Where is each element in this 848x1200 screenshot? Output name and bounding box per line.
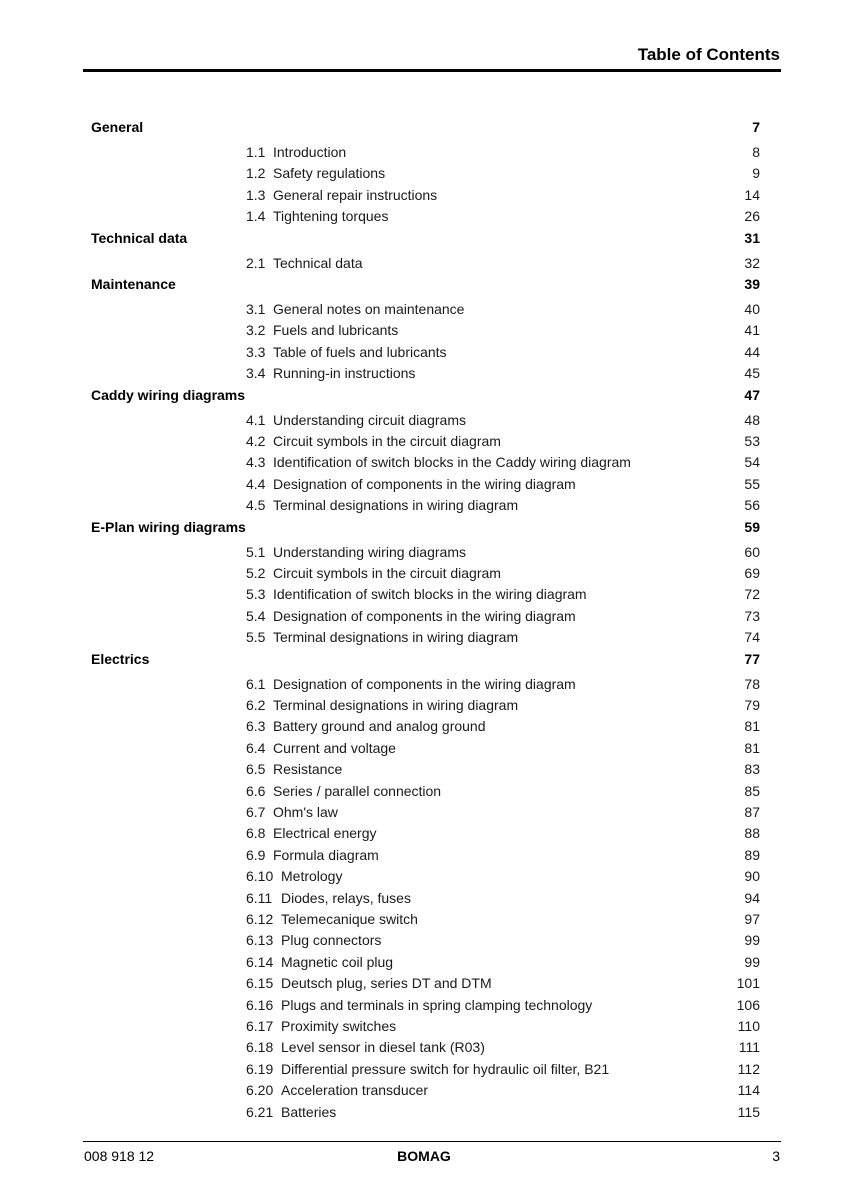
entry-page-number[interactable]: 111: [738, 1039, 760, 1056]
entry-title[interactable]: General repair instructions: [273, 186, 438, 203]
entry-number: 6.21: [246, 1103, 274, 1120]
entry-page-number[interactable]: 40: [744, 301, 760, 317]
entry-number: 6.11: [246, 889, 273, 906]
entry-number: 6.3: [246, 718, 266, 735]
entry-page-number[interactable]: 115: [737, 1103, 760, 1120]
entry-page-number[interactable]: 87: [744, 804, 760, 820]
section-title[interactable]: Caddy wiring diagrams: [91, 386, 246, 403]
entry-title[interactable]: Ohm's law: [273, 804, 338, 820]
entry-page-number[interactable]: 74: [744, 629, 760, 646]
entry-title[interactable]: Battery ground and analog ground: [273, 718, 486, 735]
entry-number: 3.4: [246, 365, 266, 382]
entry-page-number[interactable]: 114: [737, 1082, 760, 1099]
section-title[interactable]: Electrics: [91, 650, 150, 667]
entry-title[interactable]: Identification of switch blocks in the wiring diagram: [273, 586, 587, 603]
entry-number: 3.2: [246, 322, 266, 339]
section-page-number[interactable]: 77: [744, 650, 760, 667]
entry-number: 6.18: [246, 1039, 274, 1056]
entry-title[interactable]: Designation of components in the wiring diagram: [273, 607, 576, 624]
entry-number: 6.8: [246, 825, 266, 842]
entry-page-number[interactable]: 69: [744, 565, 760, 581]
entry-number: 6.15: [246, 975, 274, 992]
footer-divider: [83, 1141, 781, 1142]
entry-number: 3.1: [246, 301, 266, 317]
entry-page-number[interactable]: 89: [744, 846, 760, 863]
entry-title[interactable]: Series / parallel connection: [273, 782, 442, 799]
entry-page-number[interactable]: 9: [752, 165, 760, 182]
entry-page-number[interactable]: 99: [744, 932, 760, 949]
page-number: 3: [772, 1148, 780, 1164]
entry-page-number[interactable]: 81: [744, 739, 760, 756]
entry-number: 5.2: [246, 565, 266, 581]
section-title[interactable]: General: [91, 119, 144, 135]
entry-title[interactable]: Understanding circuit diagrams: [273, 411, 466, 428]
entry-title[interactable]: Plug connectors: [281, 932, 382, 949]
section-title[interactable]: E-Plan wiring diagrams: [91, 518, 246, 535]
section-title[interactable]: Maintenance: [91, 276, 176, 292]
entry-page-number[interactable]: 99: [744, 953, 760, 970]
entry-page-number[interactable]: 78: [744, 675, 760, 692]
entry-number: 4.5: [246, 497, 266, 514]
entry-page-number[interactable]: 72: [744, 586, 760, 603]
entry-number: 6.16: [246, 996, 274, 1013]
entry-title[interactable]: Introduction: [273, 144, 347, 160]
entry-title[interactable]: Fuels and lubricants: [273, 322, 399, 339]
entry-number: 4.3: [246, 454, 266, 471]
entry-title[interactable]: Running-in instructions: [273, 365, 416, 382]
entry-page-number[interactable]: 26: [744, 208, 760, 225]
entry-number: 6.17: [246, 1018, 274, 1034]
page-title: Table of Contents: [637, 45, 780, 64]
document-number: 008 918 12: [84, 1148, 155, 1164]
entry-number: 6.12: [246, 911, 274, 927]
entry-title[interactable]: Level sensor in diesel tank (R03): [281, 1039, 485, 1056]
entry-title[interactable]: Current and voltage: [273, 739, 396, 756]
section-page-number[interactable]: 39: [744, 276, 760, 292]
entry-title[interactable]: Acceleration transducer: [281, 1082, 429, 1099]
entry-number: 4.4: [246, 475, 266, 492]
entry-number: 6.19: [246, 1060, 274, 1077]
brand-name: BOMAG: [397, 1148, 451, 1164]
entry-number: 5.3: [246, 586, 266, 603]
entry-title[interactable]: Circuit symbols in the circuit diagram: [273, 565, 501, 581]
entry-title[interactable]: Technical data: [273, 254, 363, 271]
entry-title[interactable]: Electrical energy: [273, 825, 377, 842]
entry-title[interactable]: Understanding wiring diagrams: [273, 543, 466, 560]
entry-title[interactable]: Terminal designations in wiring diagram: [273, 497, 519, 514]
entry-page-number[interactable]: 44: [744, 343, 760, 360]
entry-title[interactable]: Deutsch plug, series DT and DTM: [281, 975, 492, 992]
entry-number: 6.20: [246, 1082, 274, 1099]
entry-title[interactable]: Metrology: [281, 868, 343, 885]
entry-title[interactable]: Formula diagram: [273, 846, 379, 863]
entry-page-number[interactable]: 73: [744, 607, 760, 624]
entry-number: 6.7: [246, 804, 266, 820]
entry-page-number[interactable]: 110: [737, 1018, 760, 1034]
entry-title[interactable]: Batteries: [281, 1103, 337, 1120]
section-page-number[interactable]: 59: [744, 518, 760, 535]
entry-page-number[interactable]: 56: [744, 497, 760, 514]
entry-number: 5.5: [246, 629, 266, 646]
entry-title[interactable]: Telemecanique switch: [281, 911, 418, 927]
entry-number: 6.10: [246, 868, 274, 885]
entry-number: 6.13: [246, 932, 274, 949]
entry-page-number[interactable]: 101: [736, 975, 760, 992]
entry-page-number[interactable]: 8: [752, 144, 760, 160]
entry-page-number[interactable]: 94: [744, 889, 760, 906]
entry-title[interactable]: Resistance: [273, 761, 343, 778]
entry-page-number[interactable]: 83: [744, 761, 760, 778]
entry-page-number[interactable]: 81: [744, 718, 760, 735]
entry-number: 1.1: [246, 144, 266, 160]
entry-number: 3.3: [246, 343, 266, 360]
entry-page-number[interactable]: 45: [744, 365, 760, 382]
entry-page-number[interactable]: 88: [744, 825, 760, 842]
entry-number: 5.4: [246, 607, 266, 624]
entry-title[interactable]: Identification of switch blocks in the Caddy wiring diagram: [273, 454, 631, 471]
entry-number: 4.2: [246, 433, 266, 449]
entry-page-number[interactable]: 97: [744, 911, 760, 927]
entry-page-number[interactable]: 14: [744, 186, 760, 203]
entry-title[interactable]: Safety regulations: [273, 165, 386, 182]
entry-number: 6.5: [246, 761, 266, 778]
entry-page-number[interactable]: 53: [744, 433, 760, 449]
entry-page-number[interactable]: 32: [744, 254, 760, 271]
entry-title[interactable]: Plugs and terminals in spring clamping technology: [281, 996, 593, 1013]
entry-page-number[interactable]: 85: [744, 782, 760, 799]
entry-title[interactable]: Proximity switches: [281, 1018, 397, 1034]
entry-number: 6.6: [246, 782, 266, 799]
entry-number: 1.4: [246, 208, 266, 225]
entry-title[interactable]: Designation of components in the wiring diagram: [273, 675, 576, 692]
entry-title[interactable]: Terminal designations in wiring diagram: [273, 629, 519, 646]
entry-page-number[interactable]: 54: [744, 454, 760, 471]
section-page-number[interactable]: 31: [744, 229, 760, 246]
section-title[interactable]: Technical data: [91, 229, 188, 246]
entry-page-number[interactable]: 60: [744, 543, 760, 560]
entry-title[interactable]: Tightening torques: [273, 208, 389, 225]
entry-number: 5.1: [246, 543, 266, 560]
entry-page-number[interactable]: 48: [744, 411, 760, 428]
entry-title[interactable]: Differential pressure switch for hydraulic oil filter, B21: [281, 1060, 610, 1077]
entry-title[interactable]: Terminal designations in wiring diagram: [273, 697, 519, 713]
entry-title[interactable]: Magnetic coil plug: [281, 953, 394, 970]
section-page-number[interactable]: 47: [744, 386, 760, 403]
entry-page-number[interactable]: 106: [736, 996, 760, 1013]
entry-title[interactable]: General notes on maintenance: [273, 301, 465, 317]
entry-title[interactable]: Designation of components in the wiring diagram: [273, 475, 576, 492]
entry-page-number[interactable]: 112: [737, 1060, 760, 1077]
entry-title[interactable]: Diodes, relays, fuses: [281, 889, 411, 906]
entry-number: 6.9: [246, 846, 266, 863]
entry-page-number[interactable]: 55: [744, 475, 760, 492]
entry-page-number[interactable]: 90: [744, 868, 760, 885]
entry-page-number[interactable]: 41: [744, 322, 760, 339]
entry-number: 4.1: [246, 411, 266, 428]
entry-title[interactable]: Table of fuels and lubricants: [273, 343, 447, 360]
entry-title[interactable]: Circuit symbols in the circuit diagram: [273, 433, 501, 449]
entry-number: 1.2: [246, 165, 266, 182]
section-page-number[interactable]: 7: [752, 119, 760, 135]
entry-number: 2.1: [246, 254, 266, 271]
entry-number: 6.1: [246, 675, 266, 692]
entry-number: 6.14: [246, 953, 274, 970]
entry-number: 1.3: [246, 186, 266, 203]
entry-number: 6.2: [246, 697, 266, 713]
entry-page-number[interactable]: 79: [744, 697, 760, 713]
entry-number: 6.4: [246, 739, 266, 756]
